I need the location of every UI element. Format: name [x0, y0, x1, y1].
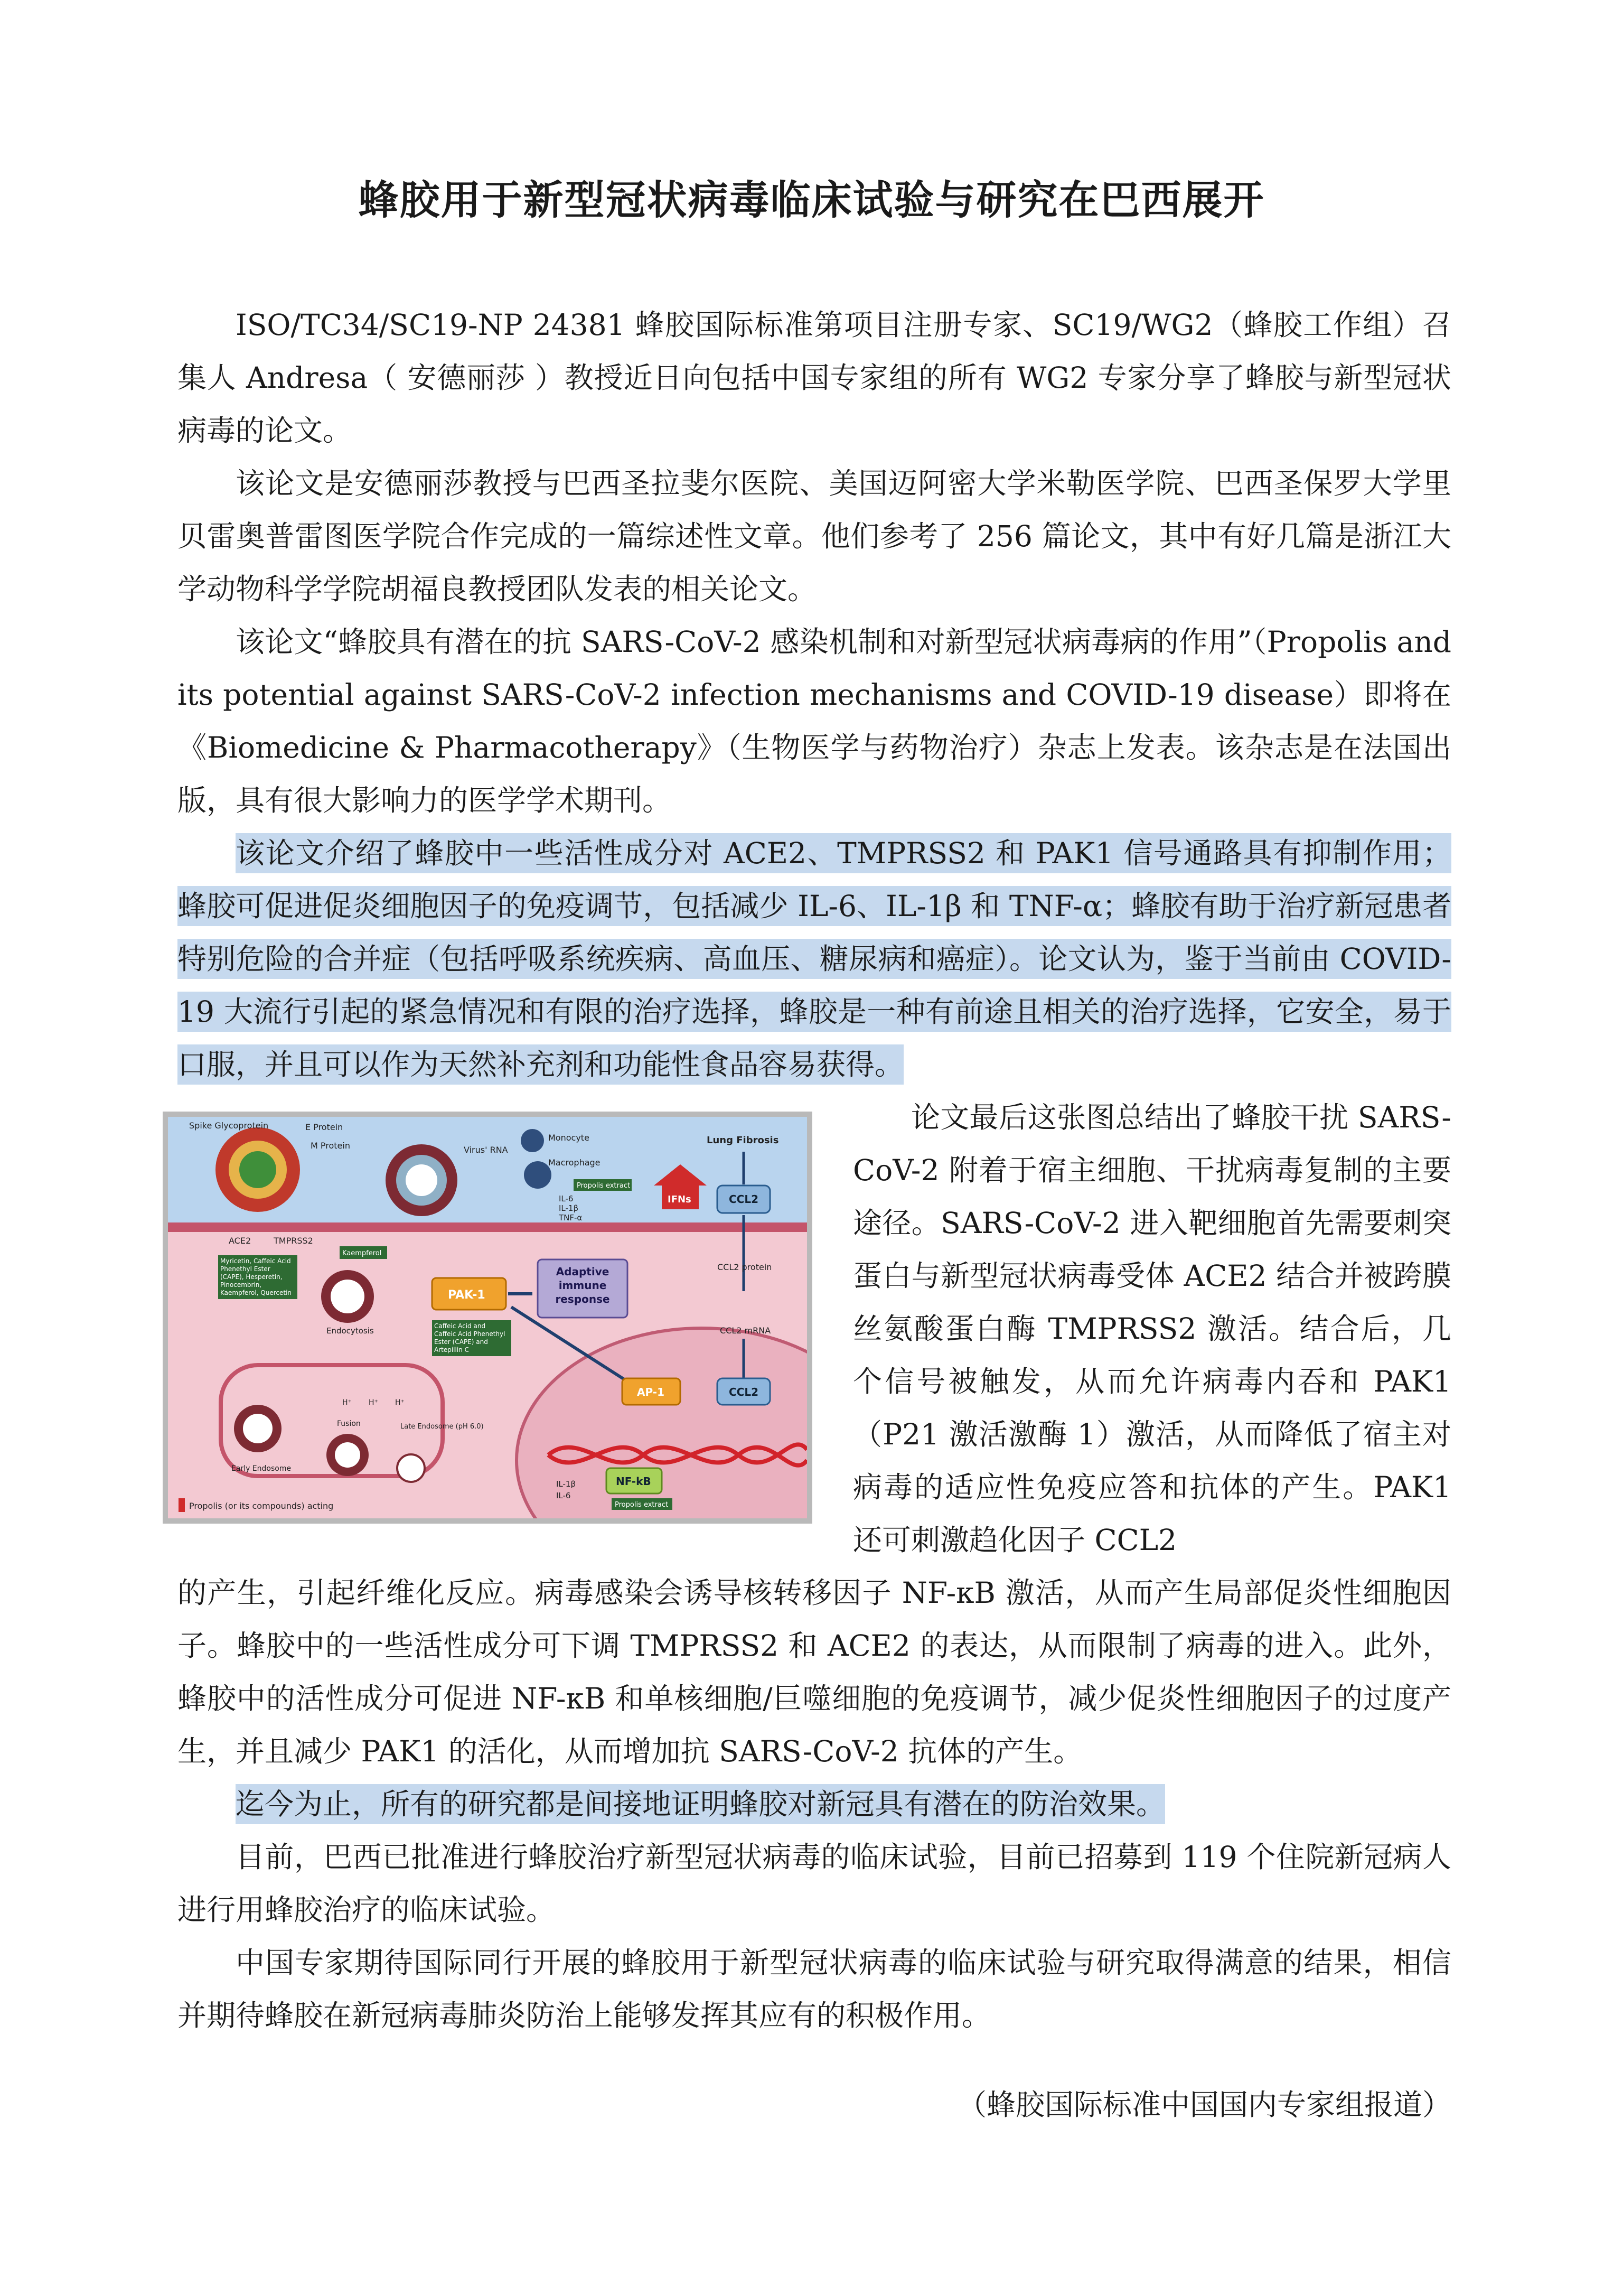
- paragraph-findings: [177, 827, 1451, 1091]
- label-tnf: TNF-α: [559, 1213, 583, 1222]
- docking-virion: [386, 1144, 457, 1216]
- label-m-protein: M Protein: [311, 1141, 350, 1151]
- label-il6-2: IL-6: [556, 1491, 571, 1500]
- label-monocyte: Monocyte: [548, 1133, 589, 1143]
- paragraph-intro: ISO/TC34/SC19-NP 24381 蜂胶国际标准第项目注册专家、SC19/WG2（蜂胶工作组）召集人 Andresa（ 安德丽莎 ）教授近日向包括中国专家组的所有 WG2 专家分享了蜂胶与新型冠状病毒的论文。: [177, 308, 1451, 447]
- highlighted-findings: 该论文介绍了蜂胶中一些活性成分对 ACE2、TMPRSS2 和 PAK1 信号通路具有抑制作用；蜂胶可促进促炎细胞因子的免疫调节，包括减少 IL-6、IL-1β 和 TNF-α；蜂胶有助于治疗新冠患者特别危险的合并症（包括呼吸系统疾病、高血压、糖尿病和癌症）。论文认为，鉴于当前由 COVID-19 大流行引起的紧急情况和有限的治疗选择，蜂胶是一种有前途且相关的治疗选择，它安全，易于口服，并且可以作为天然补充剂和功能性食品容易获得。: [177, 833, 1451, 1085]
- label-hplus-3: H⁺: [395, 1398, 405, 1407]
- legend-inhibit-symbol: [179, 1498, 185, 1512]
- label-late-endosome: Late Endosome (pH 6.0): [400, 1423, 484, 1431]
- label-kaempferol: Kaempferol: [342, 1249, 382, 1257]
- label-il1b: IL-1β: [559, 1203, 579, 1213]
- paragraph-figure-continued: 的产生，引起纤维化反应。病毒感染会诱导核转移因子 NF-κB 激活，从而产生局部促炎性细胞因子。蜂胶中的一些活性成分可下调 TMPRSS2 和 ACE2 的表达，从而限制了病毒的进入。此外，蜂胶中的活性成分可促进 NF-κB 和单核细胞/巨噬细胞的免疫调节，减少促炎性细胞因子的过度产生，并且减少 PAK1 的活化，从而增加抗 SARS-CoV-2 抗体的产生。: [177, 1576, 1451, 1768]
- label-e-protein: E Protein: [305, 1122, 343, 1132]
- label-pak1: PAK-1: [448, 1289, 485, 1302]
- paragraph-paper-title: 该论文“蜂胶具有潜在的抗 SARS-CoV-2 感染机制和对新型冠状病毒病的作用”（Propolis and its potential against SARS-CoV-2 infection mechanisms and COVID-19 disease）即将在《Biomedicine & Pharmacotherapy》（生物医学与药物治疗）杂志上发表。该杂志是在法国出版，具有很大影响力的医学学术期刊。: [177, 625, 1451, 817]
- label-hplus-1: H⁺: [342, 1398, 352, 1407]
- label-ifns: IFNs: [668, 1194, 691, 1205]
- paragraph-authors: 该论文是安德丽莎教授与巴西圣拉斐尔医院、美国迈阿密大学米勒医学院、巴西圣保罗大学里贝雷奥普雷图医学院合作完成的一篇综述性文章。他们参考了 256 篇论文，其中有好几篇是浙江大学动物科学学院胡福良教授团队发表的相关论文。: [177, 466, 1451, 606]
- byline: （蜂胶国际标准中国国内专家组报道）: [957, 2088, 1451, 2122]
- compounds-box: Myricetin, Caffeic Acid Phenethyl Ester (CAPE), Hesperetin, Pinocembrin, Kaempferol, Quercetin: [218, 1255, 297, 1299]
- label-nfkb: NF-kB: [616, 1475, 651, 1488]
- mechanism-figure: [163, 1112, 812, 1524]
- label-propolis-extract-2: Propolis extract: [615, 1501, 669, 1509]
- label-lung-fibrosis: Lung Fibrosis: [707, 1135, 779, 1146]
- compounds-box-wrapper: [218, 1255, 297, 1319]
- paragraph-conclusion: [177, 1778, 1451, 1831]
- label-il1b-2: IL-1β: [556, 1479, 576, 1489]
- label-early-endosome: Early Endosome: [231, 1464, 292, 1473]
- label-il6: IL-6: [559, 1194, 574, 1203]
- label-ccl2-protein: CCL2 protein: [717, 1262, 772, 1272]
- label-hplus-2: H⁺: [369, 1398, 378, 1407]
- caffeic-box: Caffeic Acid and Caffeic Acid Phenethyl Ester (CAPE) and Artepillin C: [432, 1320, 511, 1356]
- paragraph-trial: 目前，巴西已批准进行蜂胶治疗新型冠状病毒的临床试验，目前已招募到 119 个住院新冠病人进行用蜂胶治疗的临床试验。: [177, 1840, 1451, 1927]
- label-ccl2-top: CCL2: [729, 1193, 759, 1206]
- label-ap1: AP-1: [637, 1386, 665, 1398]
- highlighted-conclusion: 迄今为止，所有的研究都是间接地证明蜂胶对新冠具有潜在的防治效果。: [236, 1784, 1165, 1824]
- page-title: 蜂胶用于新型冠状病毒临床试验与研究在巴西展开: [358, 176, 1265, 223]
- label-spike: Spike Glycoprotein: [189, 1121, 269, 1131]
- paragraph-figure-side: 论文最后这张图总结出了蜂胶干扰 SARS-CoV-2 附着于宿主细胞、干扰病毒复制的主要途径。SARS-CoV-2 进入靶细胞首先需要刺突蛋白与新型冠状病毒受体 ACE2 结合并被跨膜丝氨酸蛋白酶 TMPRSS2 激活。结合后，几个信号被触发，从而允许病毒内吞和 PAK1（P21 激活激酶 1）激活，从而降低了宿主对病毒的适应性免疫应答和抗体的产生。PAK1 还可刺激趋化因子 CCL2: [853, 1100, 1451, 1557]
- label-propolis-extract-1: Propolis extract: [577, 1182, 631, 1190]
- paragraph-expectation: 中国专家期待国际同行开展的蜂胶用于新型冠状病毒的临床试验与研究取得满意的结果，相信并期待蜂胶在新冠病毒肺炎防治上能够发挥其应有的积极作用。: [177, 1946, 1451, 2032]
- macrophage-cell: [524, 1161, 551, 1189]
- label-ccl2-lower: CCL2: [729, 1386, 759, 1398]
- legend-text: Propolis (or its compounds) acting: [189, 1501, 334, 1511]
- label-ccl2-mrna: CCL2 mRNA: [720, 1326, 771, 1336]
- label-fusion: Fusion: [337, 1420, 361, 1428]
- mechanism-diagram: [168, 1117, 807, 1518]
- sars-cov-2-virion: [215, 1127, 300, 1212]
- label-macrophage: Macrophage: [548, 1158, 601, 1168]
- label-adaptive: Adaptive immune response: [555, 1265, 610, 1305]
- label-ace2: ACE2: [229, 1236, 251, 1246]
- label-virus-rna: Virus' RNA: [464, 1145, 508, 1155]
- label-endocytosis: Endocytosis: [326, 1326, 374, 1336]
- label-tmprss2: TMPRSS2: [274, 1236, 313, 1246]
- cell-membrane: [168, 1222, 807, 1232]
- monocyte-cell: [521, 1129, 544, 1152]
